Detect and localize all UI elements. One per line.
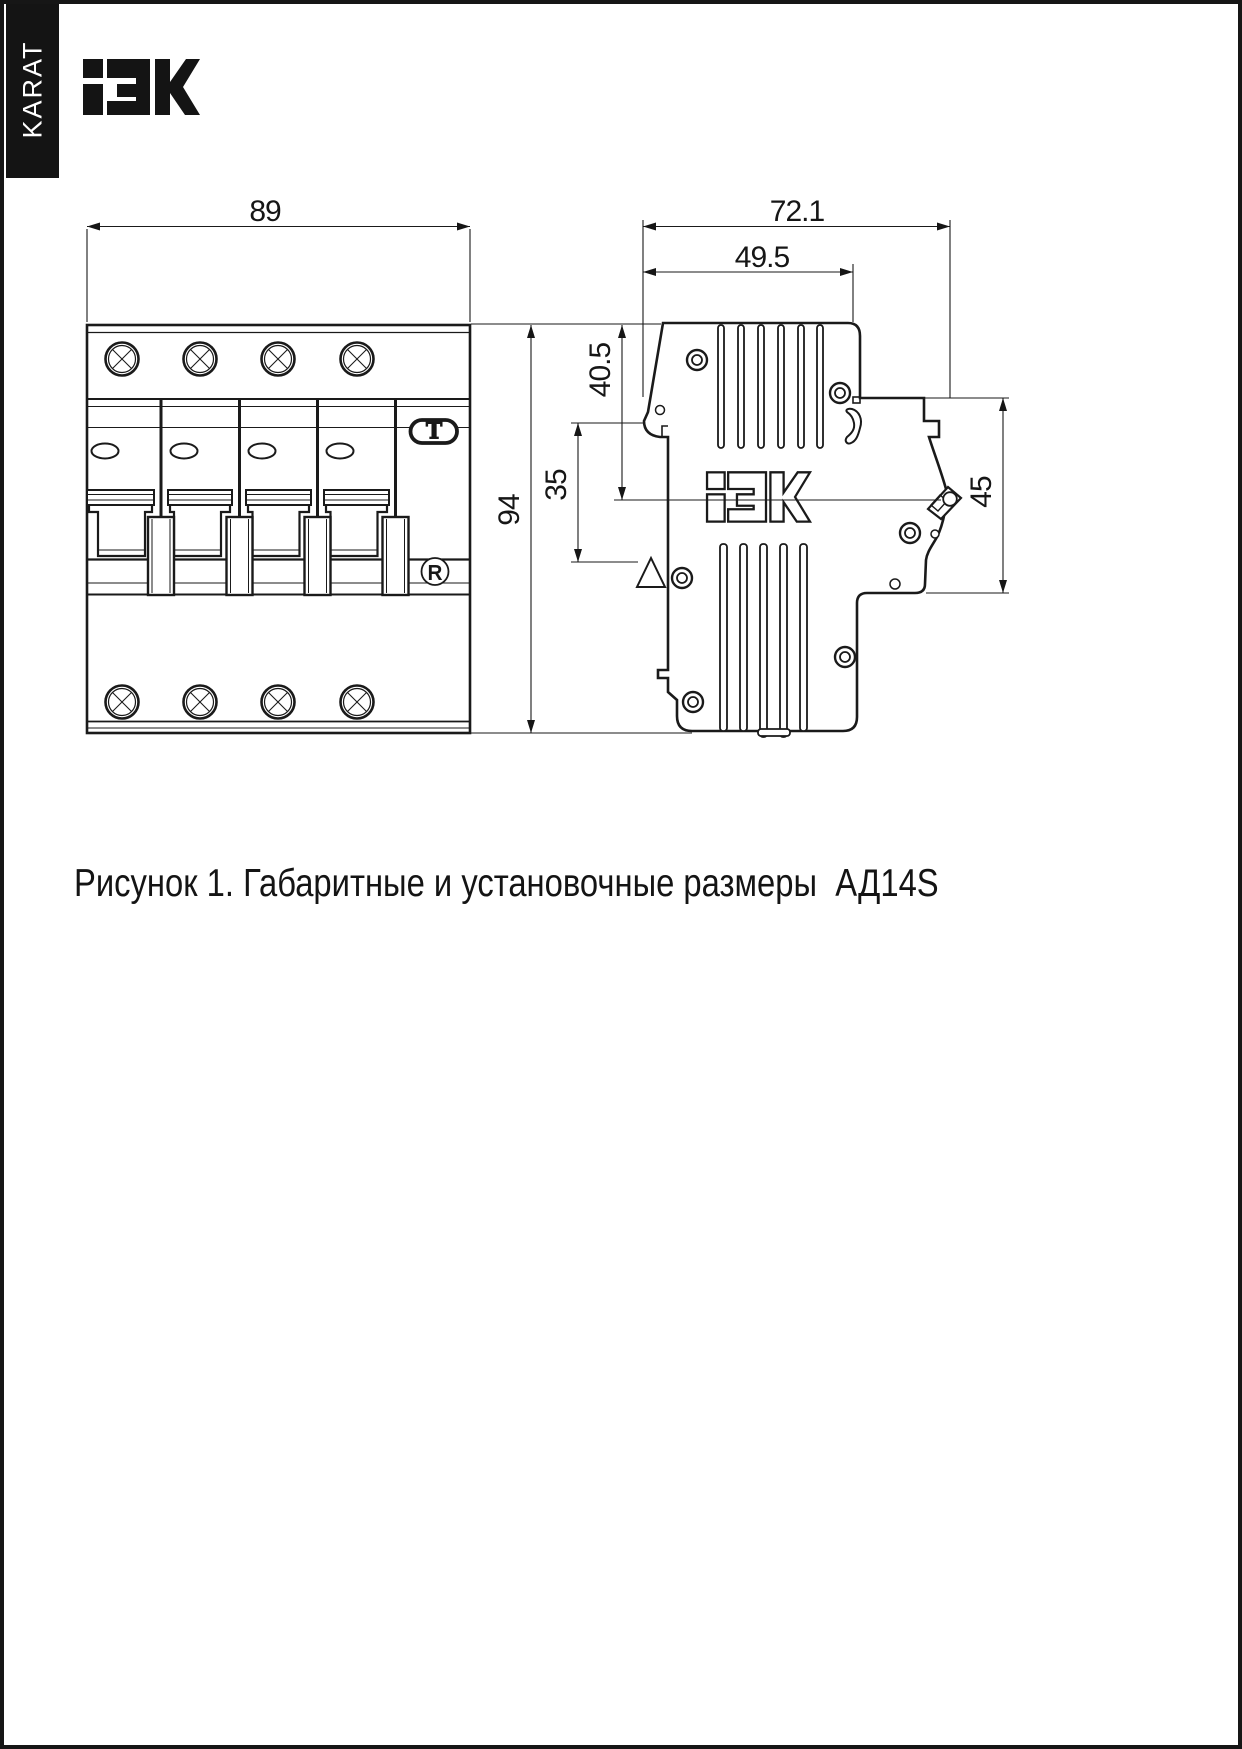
- dim-front-depth-label: 49.5: [734, 241, 790, 274]
- iek-logo-embossed: [707, 472, 810, 521]
- case-screw-icon: [900, 523, 920, 543]
- case-screw-icon: [835, 647, 855, 667]
- dim-rail-window-label: 35: [540, 469, 573, 501]
- front-view: [87, 325, 470, 733]
- case-screw-icon: [830, 383, 850, 403]
- dim-height-label: 94: [493, 494, 526, 526]
- test-button-mark: [411, 419, 458, 445]
- dim-width-label: 89: [249, 195, 281, 228]
- case-screw-icon: [687, 350, 707, 370]
- case-screw-icon: [672, 568, 692, 588]
- dim-overall-depth-label: 72.1: [769, 195, 825, 228]
- registered-mark-label: R: [427, 562, 443, 585]
- test-button-label: T: [425, 418, 443, 445]
- registered-mark: [422, 558, 449, 585]
- karat-series-label: KARAT: [17, 39, 48, 139]
- dim-rail-zone-label: 45: [965, 476, 998, 508]
- karat-series-tab: [6, 0, 59, 178]
- release-arrow-marker: [637, 558, 665, 587]
- iek-logo: [83, 59, 200, 115]
- dim-top-to-rail-label: 40.5: [584, 342, 617, 398]
- case-screw-icon: [683, 692, 703, 712]
- figure-caption: Рисунок 1. Габаритные и установочные размеры АД14S: [74, 862, 939, 905]
- side-view: [637, 323, 961, 737]
